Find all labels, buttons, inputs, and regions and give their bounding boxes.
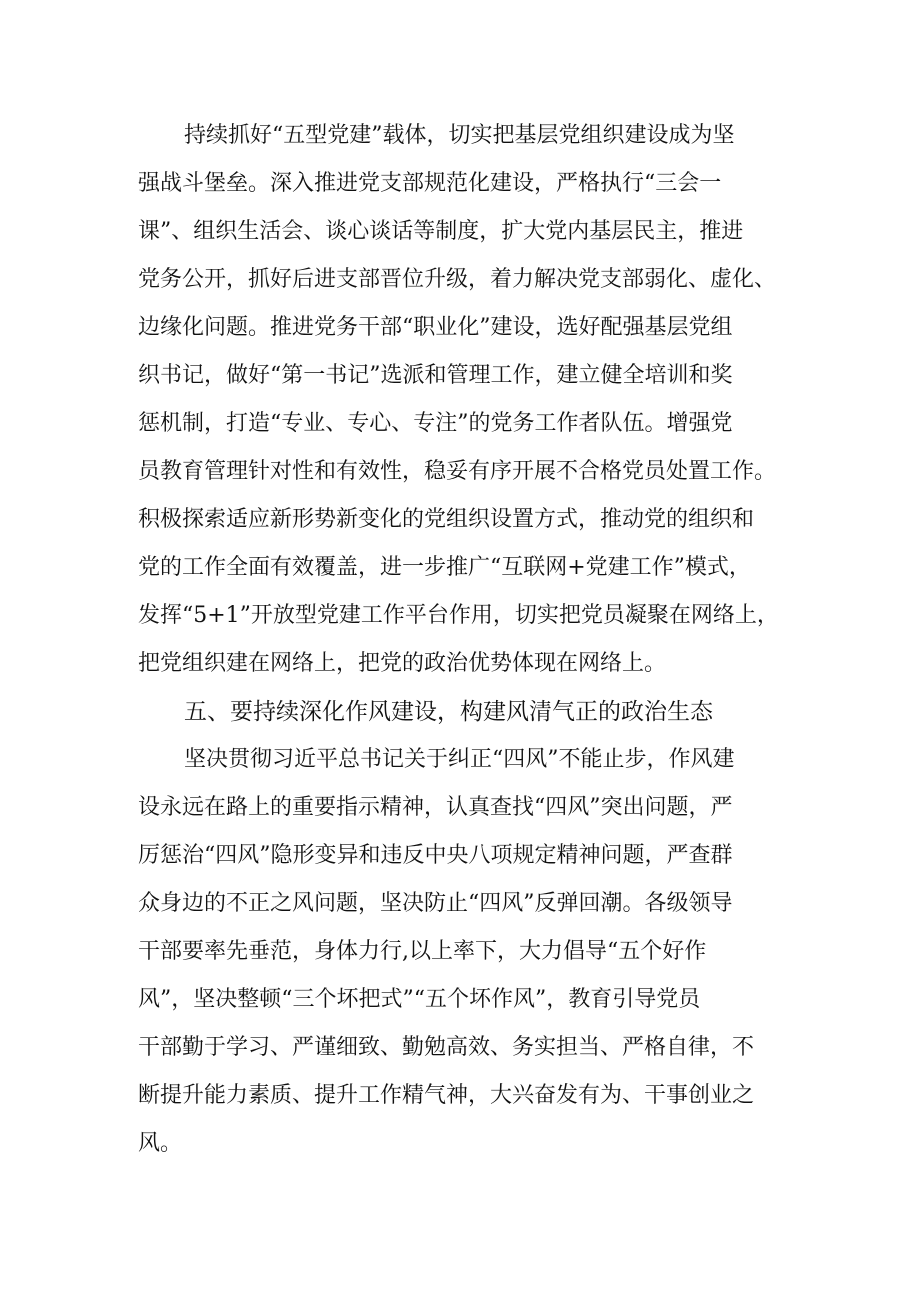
paragraph-line: 持续抓好“五型党建”载体，切实把基层党组织建设成为坚	[184, 123, 735, 148]
paragraph-line: 风”，坚决整顿“三个坏把式”“五个坏作风”，教育引导党员	[138, 987, 701, 1012]
paragraph-line: 风。	[138, 1131, 183, 1156]
document-page	[138, 112, 806, 1168]
paragraph-line: 党务公开，抓好后进支部晋位升级，着力解决党支部弱化、虚化、	[138, 267, 777, 292]
paragraph-line: 众身边的不正之风问题，坚决防止“四风”反弹回潮。各级领导	[138, 891, 733, 916]
paragraph-line: 边缘化问题。推进党务干部“职业化”建设，选好配强基层党组	[138, 315, 733, 340]
paragraph-line: 织书记，做好“第一书记”选派和管理工作，建立健全培训和奖	[138, 363, 733, 388]
paragraph-line: 发挥“5+1”开放型党建工作平台作用，切实把党员凝聚在网络上，	[138, 603, 779, 628]
paragraph-line: 干部勤于学习、严谨细致、勤勉高效、务实担当、严格自律，不	[138, 1035, 755, 1060]
paragraph-line: 课”、组织生活会、谈心谈话等制度，扩大党内基层民主，推进	[138, 219, 744, 244]
paragraph-line: 设永远在路上的重要指示精神，认真查找“四风”突出问题，严	[138, 795, 733, 820]
paragraph-line: 断提升能力素质、提升工作精气神，大兴奋发有为、干事创业之	[138, 1083, 755, 1108]
paragraph-line: 坚决贯彻习近平总书记关于纠正“四风”不能止步，作风建	[184, 747, 735, 772]
paragraph-line: 积极探索适应新形势新变化的党组织设置方式，推动党的组织和	[138, 507, 755, 532]
paragraph-line: 惩机制，打造“专业、专心、专注”的党务工作者队伍。增强党	[138, 411, 733, 436]
paragraph-line: 党的工作全面有效覆盖，进一步推广“互联网+党建工作”模式，	[138, 555, 751, 580]
section-five-body	[138, 736, 806, 1168]
paragraph-line: 强战斗堡垒。深入推进党支部规范化建设，严格执行“三会一	[138, 171, 722, 196]
paragraph-line: 把党组织建在网络上，把党的政治优势体现在网络上。	[138, 651, 667, 676]
section-four-body	[138, 112, 806, 688]
paragraph-line: 干部要率先垂范，身体力行,以上率下，大力倡导“五个好作	[138, 939, 707, 964]
paragraph-line: 厉惩治“四风”隐形变异和违反中央八项规定精神问题，严查群	[138, 843, 733, 868]
paragraph-line: 员教育管理针对性和有效性，稳妥有序开展不合格党员处置工作。	[138, 459, 777, 484]
section-five-heading: 五、要持续深化作风建设，构建风清气正的政治生态	[184, 699, 713, 725]
